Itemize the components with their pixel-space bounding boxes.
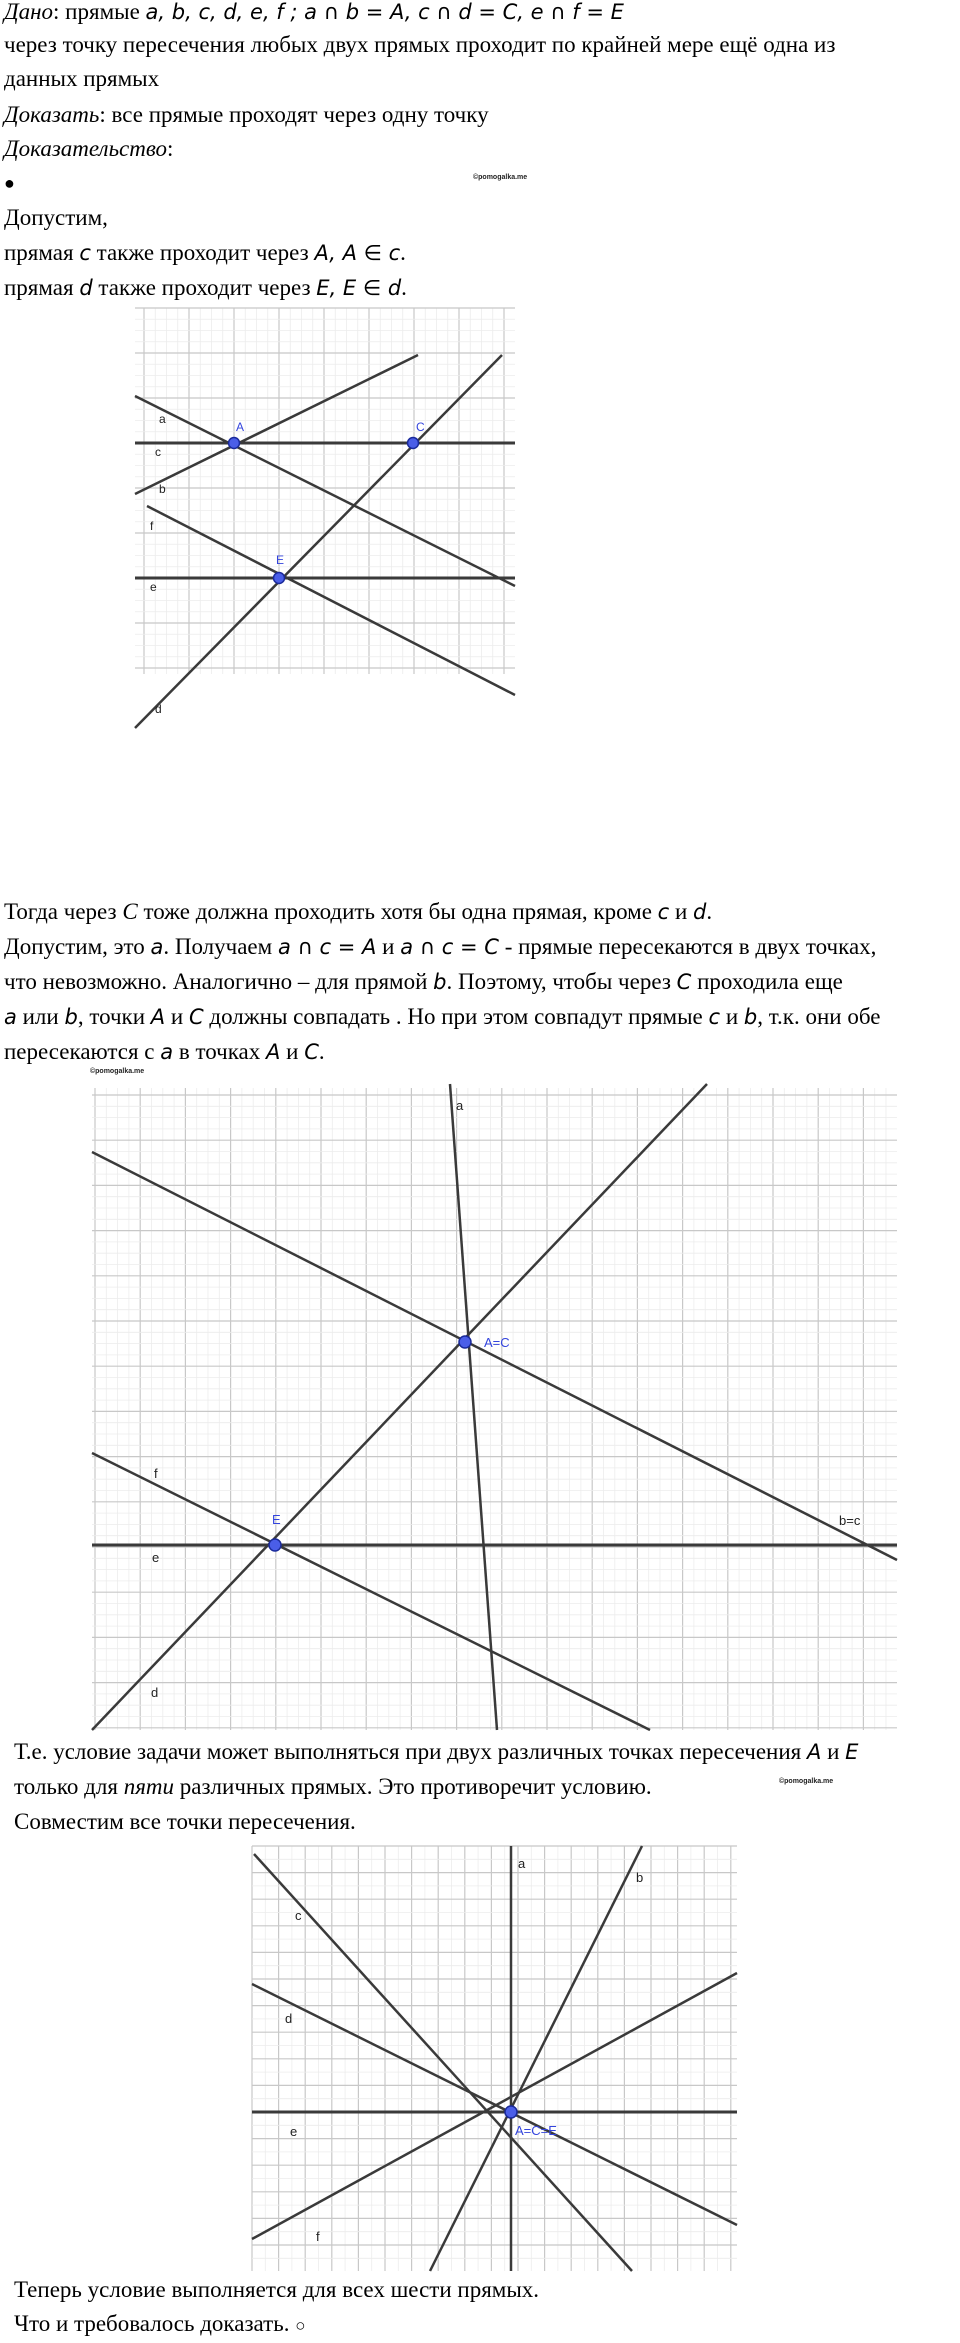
bullet: ● [4, 173, 15, 193]
figure-3-grid [252, 1846, 737, 2271]
text-run: пересекаются с [4, 1039, 161, 1064]
text-run: . [706, 899, 713, 924]
point-AC [459, 1336, 471, 1348]
math-run: A [806, 1740, 822, 1764]
text-run: что невозможно. Аналогично – для прямой [4, 969, 434, 994]
para2-line-5 [4, 1034, 325, 1070]
prove-text: : все прямые проходят через одну точку [99, 102, 489, 127]
math-run: c [708, 1005, 721, 1029]
figure-2 [92, 1088, 897, 1730]
proof-label: Доказательство [4, 136, 168, 161]
given-math: a, b, c, d, e, f ; a ∩ b = A, c ∩ d = C, e ∩ f = E [145, 0, 624, 24]
text-run: и [821, 1739, 846, 1764]
end-mark: ○ [295, 2316, 306, 2335]
para3-line-1 [14, 1734, 858, 1770]
text-run: , точки [77, 1004, 151, 1029]
point-E [274, 573, 285, 584]
para3-line-2 [14, 1769, 652, 1804]
math-run: d [693, 900, 707, 924]
label-C: C [416, 420, 425, 434]
math-run: d [79, 276, 93, 300]
math-run: c [79, 241, 91, 265]
label-d: d [151, 1685, 159, 1700]
text-run: проходила еще [691, 969, 843, 994]
given-line-2: через точку пересечения любых двух прямых проходит по крайней мере ещё одна из [4, 32, 836, 57]
text-run: в точках [173, 1039, 266, 1064]
text-run: и [669, 899, 694, 924]
label-c: c [295, 1908, 302, 1923]
watermark: ©pomogalka.me [779, 1778, 834, 1785]
para2-line-3 [4, 964, 843, 1000]
text-run: , т.к. они обе [757, 1004, 881, 1029]
label-b: b [159, 482, 166, 496]
text-run: и [376, 934, 401, 959]
para2-line-2 [4, 929, 876, 965]
assume-line-2 [4, 235, 406, 271]
para4-line-2 [14, 2306, 305, 2343]
text-run: . Поэтому, чтобы через [446, 969, 677, 994]
point-ACE [505, 2106, 517, 2118]
emphasis-run: пяти [123, 1774, 174, 1799]
math-run: C [304, 1040, 319, 1064]
prove-line [4, 97, 489, 132]
text-run: . [318, 1039, 325, 1064]
label-d: d [155, 702, 162, 716]
math-run: a [150, 935, 164, 959]
label-a: a [159, 412, 166, 426]
watermark: ©pomogalka.me [473, 174, 528, 181]
figure-3 [252, 1846, 737, 2271]
para2-line-4 [4, 999, 880, 1035]
text-run: также проходит через [92, 275, 317, 300]
label-E: E [276, 553, 285, 567]
text-run: Тогда через [4, 899, 123, 924]
text-run: различных прямых. Это противоречит условию. [174, 1774, 652, 1799]
prove-label: Доказать [4, 102, 100, 127]
text-run: и [280, 1039, 305, 1064]
text-run: или [16, 1004, 65, 1029]
proof-text: : [167, 136, 174, 161]
math-run: c [657, 900, 670, 924]
line-f [92, 1453, 650, 1730]
label-e: e [150, 580, 157, 594]
given-line-3: данных прямых [4, 66, 160, 91]
figure-2-grid [92, 1088, 897, 1730]
given-text: : прямые [53, 0, 146, 24]
label-f: f [154, 1466, 158, 1481]
label-f: f [316, 2229, 320, 2244]
para2-line-1 [4, 894, 712, 930]
watermark: ©pomogalka.me [90, 1068, 145, 1075]
text-run: Допустим, это [4, 934, 151, 959]
math-run: a ∩ c = C [400, 935, 499, 959]
math-run: b [433, 970, 447, 994]
text-run: Т.е. условие задачи может выполняться при двух различных точках пересечения [14, 1739, 807, 1764]
text-run: прямая [4, 275, 80, 300]
label-bc: b=c [839, 1513, 861, 1528]
figure-1 [135, 308, 515, 716]
text-run: и [165, 1004, 189, 1029]
text-run: Что и требовалось доказать. [14, 2311, 290, 2336]
label-ACE: A=C=E [515, 2123, 557, 2138]
text-run: и [720, 1004, 744, 1029]
math-run: a [160, 1040, 174, 1064]
proof-line [4, 131, 173, 166]
math-run: E [845, 1740, 859, 1764]
point-E [269, 1539, 281, 1551]
math-run: b [64, 1005, 78, 1029]
math-run: a [4, 1005, 17, 1029]
label-c: c [155, 445, 161, 459]
math-run: a ∩ c = A [277, 935, 377, 959]
text-run: - прямые пересекаются в двух точках, [498, 934, 877, 959]
text-run: . Получаем [163, 934, 278, 959]
text-run: только для [14, 1774, 124, 1799]
given-line [4, 0, 624, 30]
text-run: . [400, 240, 406, 265]
point-A [229, 438, 240, 449]
text-run: должны совпадать . Но при этом совпадут прямые [203, 1004, 709, 1029]
math-run: C [188, 1005, 204, 1029]
math-run: b [743, 1005, 758, 1029]
math-run: A, A ∈ c [314, 241, 401, 265]
math-run: A [266, 1040, 281, 1064]
label-d: d [285, 2011, 293, 2026]
text-run: также проходит через [90, 240, 315, 265]
label-f: f [150, 519, 154, 533]
math-run: C [122, 899, 138, 924]
label-e: e [290, 2124, 298, 2139]
point-C [408, 438, 419, 449]
label-a: a [518, 1856, 526, 1871]
text-run: прямая [4, 240, 80, 265]
text-run: . [401, 275, 407, 300]
math-run: A [150, 1005, 166, 1029]
assume-line-3 [4, 270, 407, 306]
line-bc [92, 1152, 897, 1560]
label-A: A [236, 420, 245, 434]
label-AC: A=C [484, 1335, 510, 1350]
label-a: a [456, 1098, 464, 1113]
label-b: b [636, 1870, 644, 1885]
para4-line-1: Теперь условие выполняется для всех шести прямых. [14, 2277, 540, 2302]
math-run: E, E ∈ d [316, 276, 402, 300]
given-label: Дано [4, 0, 54, 24]
para3-line-3: Совместим все точки пересечения. [14, 1809, 356, 1834]
assume-line-1: Допустим, [4, 205, 108, 230]
line-d [135, 355, 502, 728]
label-e: e [152, 1550, 160, 1565]
math-run: C [676, 970, 692, 994]
text-run: тоже должна проходить хотя бы одна прямая, кроме [137, 899, 658, 924]
line-a [135, 396, 515, 586]
label-E: E [272, 1512, 281, 1527]
